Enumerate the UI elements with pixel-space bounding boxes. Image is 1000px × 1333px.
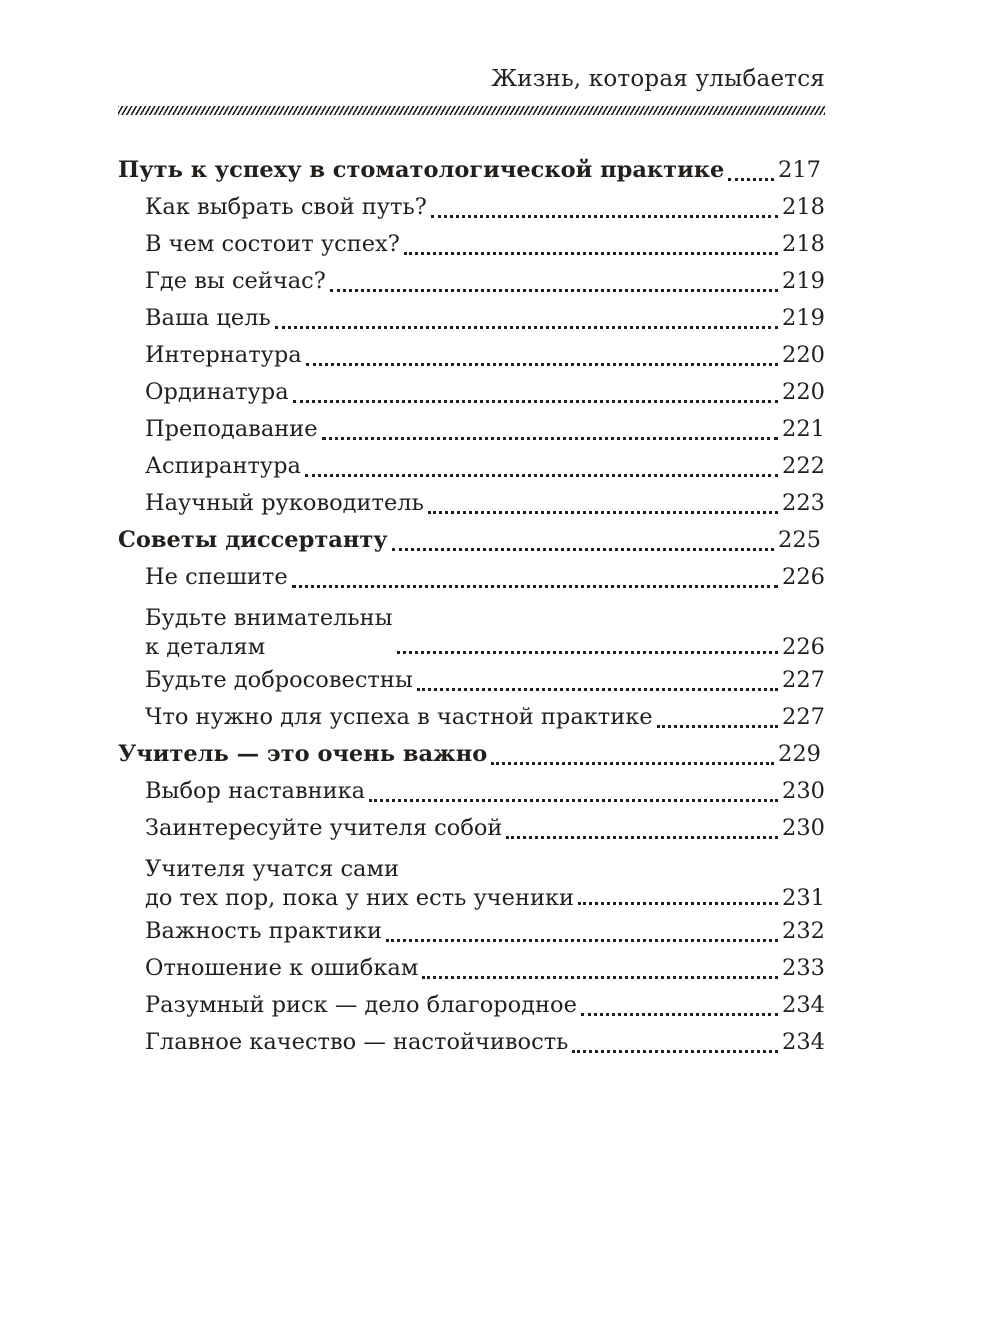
dot-leader <box>369 799 778 802</box>
toc-entry-page: 234 <box>782 1029 825 1055</box>
dot-leader <box>386 939 778 942</box>
table-of-contents <box>118 152 825 1061</box>
dot-leader <box>392 548 774 551</box>
toc-entry-page: 226 <box>782 564 825 590</box>
toc-entry[interactable] <box>118 300 825 337</box>
dot-leader <box>572 1050 778 1053</box>
toc-entry-page: 232 <box>782 918 825 944</box>
toc-entry[interactable] <box>118 374 825 411</box>
dot-leader <box>330 289 778 292</box>
dot-leader <box>397 651 778 654</box>
toc-entry[interactable] <box>118 699 825 736</box>
toc-entry-title: Учителя учатся сами до тех пор, пока у них есть ученики <box>145 856 575 911</box>
toc-entry-page: 234 <box>782 992 825 1018</box>
toc-entry-title: Главное качество — настойчивость <box>145 1029 569 1055</box>
dot-leader <box>422 976 778 979</box>
toc-entry[interactable] <box>118 810 825 847</box>
toc-entry-page: 219 <box>782 305 825 331</box>
toc-entry[interactable] <box>118 913 825 950</box>
dot-leader <box>305 474 778 477</box>
toc-entry-title: Где вы сейчас? <box>145 268 326 294</box>
toc-entry-title: В чем состоит успех? <box>145 231 400 257</box>
toc-entry[interactable] <box>118 847 825 913</box>
dot-leader <box>578 902 778 905</box>
toc-entry[interactable] <box>118 337 825 374</box>
toc-entry-title: Заинтересуйте учителя собой <box>145 815 503 841</box>
dot-leader <box>404 252 778 255</box>
toc-entry-page: 218 <box>782 231 825 257</box>
toc-entry-page: 219 <box>782 268 825 294</box>
toc-entry-page: 233 <box>782 955 825 981</box>
toc-entry-page: 225 <box>778 527 821 553</box>
toc-entry[interactable] <box>118 1024 825 1061</box>
dot-leader <box>506 836 778 839</box>
dot-leader <box>431 215 778 218</box>
toc-entry-title: Преподавание <box>145 416 318 442</box>
toc-entry[interactable] <box>118 987 825 1024</box>
toc-entry[interactable] <box>118 522 825 559</box>
toc-entry-page: 229 <box>778 741 821 767</box>
toc-entry[interactable] <box>118 736 825 773</box>
toc-entry-page: 230 <box>782 815 825 841</box>
dot-leader <box>293 400 778 403</box>
toc-entry[interactable] <box>118 485 825 522</box>
toc-entry-title: Ваша цель <box>145 305 271 331</box>
dot-leader <box>322 437 779 440</box>
toc-entry-title: Будьте добросовестны <box>145 667 413 693</box>
toc-entry-page: 227 <box>782 704 825 730</box>
dot-leader <box>657 725 778 728</box>
toc-entry-title: Будьте внимательны к деталям <box>145 605 393 660</box>
toc-entry[interactable] <box>118 448 825 485</box>
toc-entry[interactable] <box>118 152 825 189</box>
toc-entry-page: 220 <box>782 379 825 405</box>
toc-entry[interactable] <box>118 773 825 810</box>
toc-entry[interactable] <box>118 263 825 300</box>
dot-leader <box>417 688 778 691</box>
toc-entry-page: 230 <box>782 778 825 804</box>
toc-entry-page: 226 <box>782 634 825 660</box>
running-header: Жизнь, которая улыбается <box>491 66 825 92</box>
toc-entry[interactable] <box>118 411 825 448</box>
toc-entry-page: 217 <box>778 157 821 183</box>
toc-entry-title: Путь к успеху в стоматологической практике <box>118 157 725 183</box>
toc-entry-page: 222 <box>782 453 825 479</box>
dot-leader <box>306 363 778 366</box>
dot-leader <box>491 762 774 765</box>
header-rule <box>118 106 825 115</box>
toc-entry[interactable] <box>118 950 825 987</box>
toc-entry-title: Не спешите <box>145 564 288 590</box>
toc-entry-title: Ординатура <box>145 379 289 405</box>
toc-entry-title: Разумный риск — дело благородное <box>145 992 577 1018</box>
dot-leader <box>428 511 778 514</box>
dot-leader <box>581 1013 778 1016</box>
toc-entry-page: 220 <box>782 342 825 368</box>
dot-leader <box>728 178 774 181</box>
toc-entry-page: 218 <box>782 194 825 220</box>
toc-entry-title: Аспирантура <box>145 453 301 479</box>
toc-entry[interactable] <box>118 596 825 662</box>
toc-entry[interactable] <box>118 189 825 226</box>
dot-leader <box>292 585 778 588</box>
toc-entry-title: Советы диссертанту <box>118 527 388 553</box>
toc-entry[interactable] <box>118 559 825 596</box>
toc-entry-title: Как выбрать свой путь? <box>145 194 427 220</box>
toc-entry-title: Отношение к ошибкам <box>145 955 419 981</box>
toc-entry-page: 223 <box>782 490 825 516</box>
toc-entry-title: Интернатура <box>145 342 302 368</box>
toc-entry-title: Учитель — это очень важно <box>118 741 488 767</box>
toc-entry-title: Что нужно для успеха в частной практике <box>145 704 653 730</box>
toc-entry-title: Научный руководитель <box>145 490 424 516</box>
toc-entry-page: 231 <box>782 885 825 911</box>
dot-leader <box>275 326 778 329</box>
toc-entry-page: 227 <box>782 667 825 693</box>
toc-entry-title: Выбор наставника <box>145 778 366 804</box>
toc-entry-title: Важность практики <box>145 918 383 944</box>
toc-entry[interactable] <box>118 662 825 699</box>
toc-entry[interactable] <box>118 226 825 263</box>
toc-entry-page: 221 <box>782 416 825 442</box>
